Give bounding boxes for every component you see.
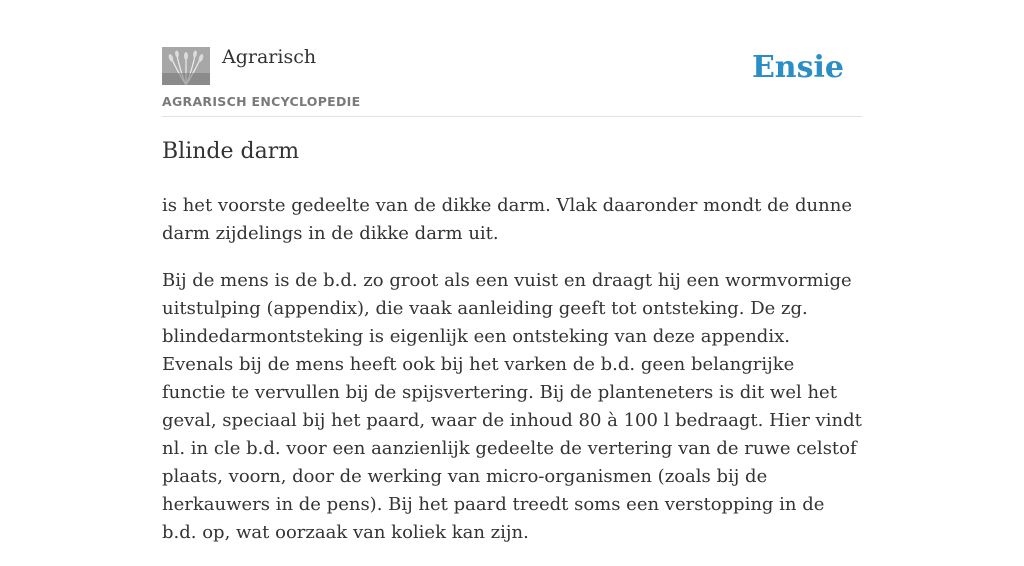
source-name[interactable]: Agrarisch — [222, 46, 317, 68]
article-title: Blinde darm — [162, 139, 300, 164]
article-body — [162, 192, 862, 566]
brand-logo[interactable]: Ensie — [751, 50, 844, 85]
article-paragraph: Bij de mens is de b.d. zo groot als een vuist en draagt hij een wormvormige uitstulping (appendix), die vaak aanleiding geeft tot ontsteking. De zg. blindedarmontsteking is eigenlijk een ontsteking van deze appendix. Evenals bij de mens heeft ook bij het varken de b.d. geen belangrijke functie te vervullen bij de spijsvertering. Bij de planteneters is dit wel het geval, speciaal bij het paard, waar de inhoud 80 à 100 l bedraagt. Hier vindt nl. in cle b.d. voor een aanzienlijk gedeelte de vertering van de ruwe celstof plaats, voorn, door de werking van micro-organismen (zoals bij de herkauwers in de pens). Bij het paard treedt soms een verstopping in de b.d. op, wat oorzaak van koliek kan zijn. — [162, 270, 862, 543]
wheat-icon[interactable] — [162, 47, 210, 85]
article-paragraph: is het voorste gedeelte van de dikke darm. Vlak daaronder mondt de dunne darm zijdelings in de dikke darm uit. — [162, 195, 852, 244]
header — [162, 44, 862, 117]
source-subtitle[interactable]: AGRARISCH ENCYCLOPEDIE — [162, 94, 361, 109]
